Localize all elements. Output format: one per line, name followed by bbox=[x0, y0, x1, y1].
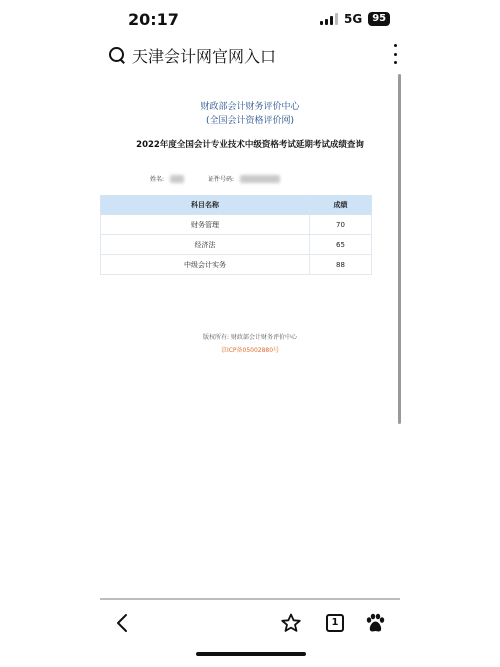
score-cell: 70 bbox=[310, 215, 372, 235]
table-row bbox=[101, 235, 372, 255]
search-query[interactable]: 天津会计网官网入口 bbox=[132, 46, 277, 66]
status-bar bbox=[0, 0, 500, 40]
footer-icp-link[interactable]: 京ICP备05002880号 bbox=[220, 347, 280, 354]
baidu-button[interactable] bbox=[364, 612, 386, 634]
battery-icon: 95 bbox=[368, 12, 390, 26]
org-name: 财政部会计财务评价中心 bbox=[200, 102, 300, 112]
home-indicator bbox=[196, 652, 306, 656]
table-row bbox=[101, 215, 372, 235]
signal-icon bbox=[320, 13, 338, 25]
id-label: 证件号码: bbox=[208, 176, 235, 183]
scrollbar[interactable] bbox=[398, 74, 401, 424]
network-type: 5G bbox=[344, 12, 363, 26]
score-cell: 65 bbox=[310, 235, 372, 255]
paw-icon bbox=[364, 612, 386, 634]
exam-title: 2022年度全国会计专业技术中级资格考试延期考试成绩查询 bbox=[136, 140, 364, 150]
bookmark-button[interactable] bbox=[280, 612, 302, 634]
candidate-info bbox=[150, 174, 280, 183]
score-table bbox=[100, 195, 372, 275]
id-redacted bbox=[240, 175, 280, 183]
name-redacted bbox=[170, 175, 184, 183]
subject-cell: 财务管理 bbox=[101, 215, 310, 235]
column-header-subject: 科目名称 bbox=[101, 196, 310, 215]
star-icon bbox=[280, 612, 302, 634]
org-title bbox=[100, 100, 400, 128]
score-cell: 88 bbox=[310, 255, 372, 275]
tabs-button[interactable] bbox=[324, 612, 346, 634]
tab-count: 1 bbox=[326, 614, 344, 632]
column-header-score: 成绩 bbox=[310, 196, 372, 215]
status-indicators bbox=[320, 12, 390, 26]
table-row bbox=[101, 255, 372, 275]
footer-copyright: 版权所有: 财政部会计财务评价中心 bbox=[203, 334, 297, 341]
web-page bbox=[100, 72, 400, 592]
chevron-left-icon bbox=[112, 612, 134, 634]
name-label: 姓名: bbox=[150, 176, 165, 183]
status-time: 20:17 bbox=[128, 10, 179, 29]
search-bar[interactable] bbox=[108, 40, 398, 70]
search-icon bbox=[108, 46, 126, 64]
table-header-row bbox=[101, 196, 372, 215]
subject-cell: 中级会计实务 bbox=[101, 255, 310, 275]
more-icon[interactable] bbox=[392, 44, 398, 64]
back-button[interactable] bbox=[112, 612, 134, 634]
browser-nav-bar bbox=[100, 598, 400, 646]
org-subname: (全国会计资格评价网) bbox=[205, 116, 295, 126]
subject-cell: 经济法 bbox=[101, 235, 310, 255]
